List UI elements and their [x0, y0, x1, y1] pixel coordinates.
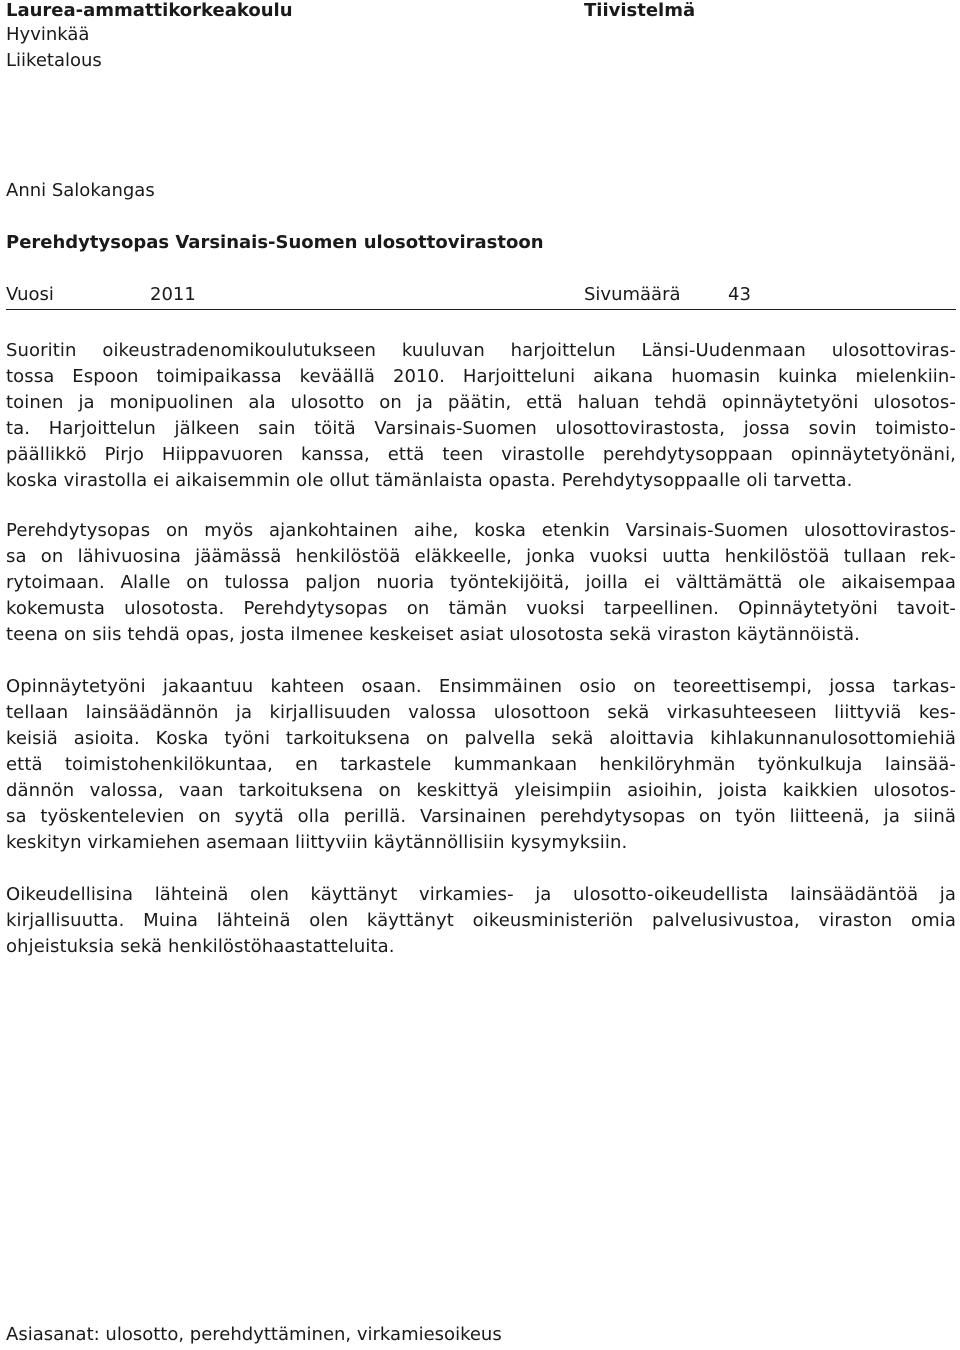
year-value: 2011: [150, 284, 196, 305]
text-line: kokemusta ulosotosta. Perehdytysopas on tämän vuoksi tarpeellinen. Opinnäytetyöni tavoit-: [6, 598, 956, 619]
text-line: että toimistohenkilökuntaa, en tarkastele kummankaan henkilöryhmän työnkulkuja lainsää-: [6, 754, 956, 775]
text-line: Perehdytysopas on myös ajankohtainen aihe, koska etenkin Varsinais-Suomen ulosottovirastos-: [6, 520, 956, 541]
text-line: keskityn virkamiehen asemaan liittyviin käytännöllisiin kysymyksiin.: [6, 832, 628, 853]
text-line: ta. Harjoittelun jälkeen sain töitä Varsinais-Suomen ulosottovirastosta, jossa sovin toimisto-: [6, 418, 956, 439]
year-label: Vuosi: [6, 284, 54, 305]
text-line: sa on lähivuosina jäämässä henkilöstöä eläkkeelle, jonka vuoksi uutta henkilöstöä tullaan rek-: [6, 546, 956, 567]
meta-divider: [6, 309, 956, 310]
document-type-heading: Tiivistelmä: [584, 0, 696, 21]
text-line: sa työskentelevien on syytä olla perillä. Varsinainen perehdytysopas on työn liitteenä, ja siinä: [6, 806, 956, 827]
text-line: ohjeistuksia sekä henkilöstöhaastatteluita.: [6, 936, 395, 957]
text-line: Oikeudellisina lähteinä olen käyttänyt virkamies- ja ulosotto-oikeudellista lainsäädäntöä ja: [6, 884, 956, 905]
text-line: kirjallisuutta. Muina lähteinä olen käyttänyt oikeusministeriön palvelusivustoa, viraston omia: [6, 910, 956, 931]
text-line: Opinnäytetyöni jakaantuu kahteen osaan. Ensimmäinen osio on teoreettisempi, jossa tarkas-: [6, 676, 956, 697]
text-line: dännön valossa, vaan tarkoituksena on keskittyä yleisimpiin asioihin, joista kaikkien ulosotos-: [6, 780, 956, 801]
text-line: koska virastolla ei aikaisemmin ole ollut tämänlaista opasta. Perehdytysoppaalle oli tarvetta.: [6, 470, 853, 491]
text-line: toinen ja monipuolinen ala ulosotto on ja päätin, että haluan tehdä opinnäytetyöni ulosotos-: [6, 392, 956, 413]
thesis-title: Perehdytysopas Varsinais-Suomen ulosottovirastoon: [6, 232, 544, 253]
text-line: rytoimaan. Alalle on tulossa paljon nuoria työntekijöitä, joilla ei välttämättä ole aikaisempaa: [6, 572, 956, 593]
campus-name: Hyvinkää: [6, 24, 90, 45]
pages-label: Sivumäärä: [584, 284, 681, 305]
author-name: Anni Salokangas: [6, 180, 155, 201]
pages-value: 43: [728, 284, 751, 305]
text-line: Suoritin oikeustradenomikoulutukseen kuuluvan harjoittelun Länsi-Uudenmaan ulosottoviras-: [6, 340, 956, 361]
institution-name: Laurea-ammattikorkeakoulu: [6, 0, 293, 21]
text-line: tellaan lainsäädännön ja kirjallisuuden valossa ulosottoon sekä virkasuhteeseen liittyviä kes-: [6, 702, 956, 723]
keywords: Asiasanat: ulosotto, perehdyttäminen, virkamiesoikeus: [6, 1324, 502, 1345]
text-line: päällikkö Pirjo Hiippavuoren kanssa, että teen virastolle perehdytysoppaan opinnäytetyönäni,: [6, 444, 956, 465]
text-line: teena on siis tehdä opas, josta ilmenee keskeiset asiat ulosotosta sekä viraston käytännöistä.: [6, 624, 860, 645]
text-line: tossa Espoon toimipaikassa keväällä 2010. Harjoitteluni aikana huomasin kuinka mielenkiin-: [6, 366, 956, 387]
text-line: keisiä asioita. Koska työni tarkoituksena on palvella sekä aloittavia kihlakunnanulosottomiehiä: [6, 728, 956, 749]
department-name: Liiketalous: [6, 50, 102, 71]
